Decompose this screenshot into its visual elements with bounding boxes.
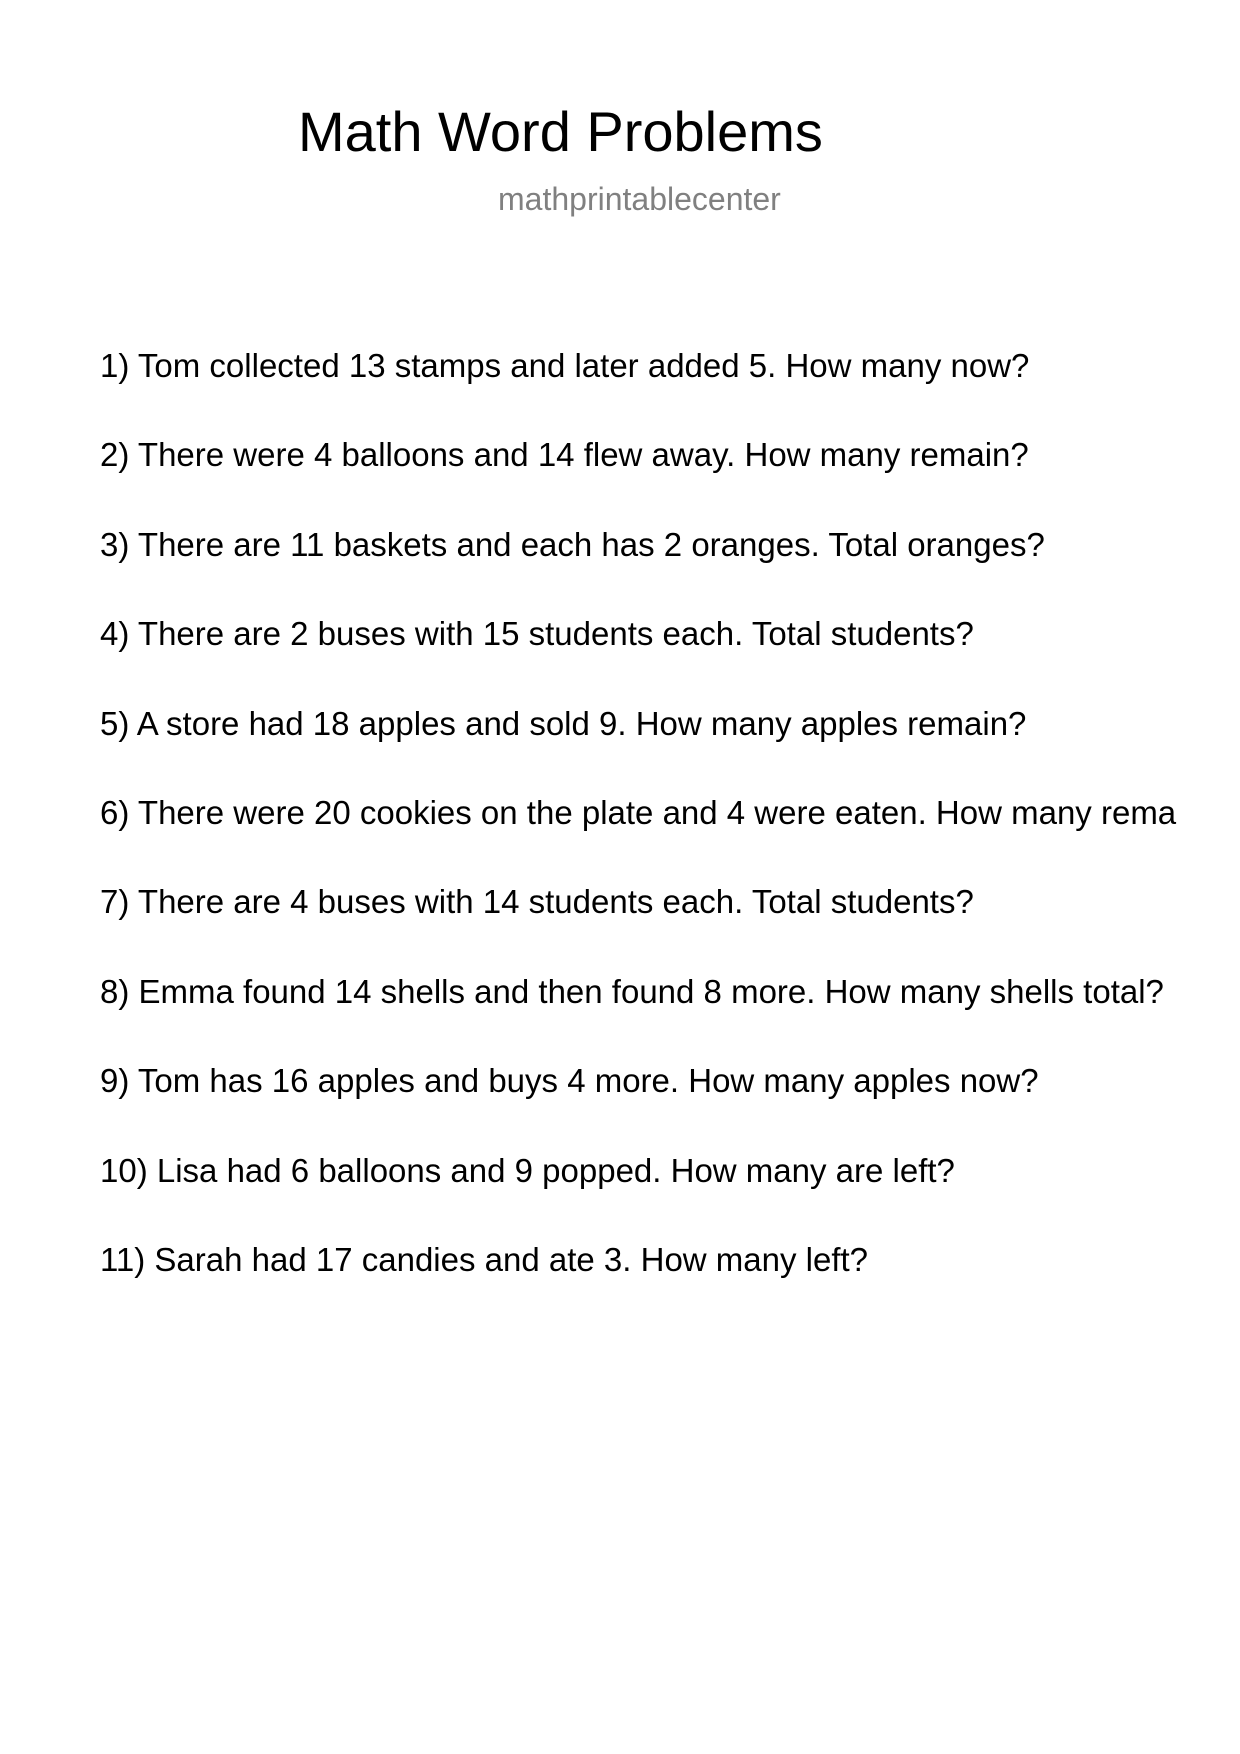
problem-10: 10) Lisa had 6 balloons and 9 popped. How many are left? (100, 1151, 955, 1189)
page-title: Math Word Problems (298, 100, 823, 163)
problem-list (100, 344, 1240, 1327)
problem-6: 6) There were 20 cookies on the plate and 4 were eaten. How many rema (100, 793, 1177, 831)
problem-4: 4) There are 2 buses with 15 students each. Total students? (100, 615, 974, 653)
problem-5: 5) A store had 18 apples and sold 9. How many apples remain? (100, 704, 1027, 742)
problem-2: 2) There were 4 balloons and 14 flew away. How many remain? (100, 436, 1029, 474)
problem-7: 7) There are 4 buses with 14 students each. Total students? (100, 883, 974, 921)
problem-11: 11) Sarah had 17 candies and ate 3. How many left? (100, 1240, 869, 1278)
problem-1: 1) Tom collected 13 stamps and later added 5. How many now? (100, 347, 1030, 384)
problem-8: 8) Emma found 14 shells and then found 8 more. How many shells total? (100, 972, 1164, 1010)
page-subtitle: mathprintablecenter (498, 181, 781, 217)
problem-9: 9) Tom has 16 apples and buys 4 more. How many apples now? (100, 1062, 1039, 1100)
problem-3: 3) There are 11 baskets and each has 2 oranges. Total oranges? (100, 525, 1045, 563)
